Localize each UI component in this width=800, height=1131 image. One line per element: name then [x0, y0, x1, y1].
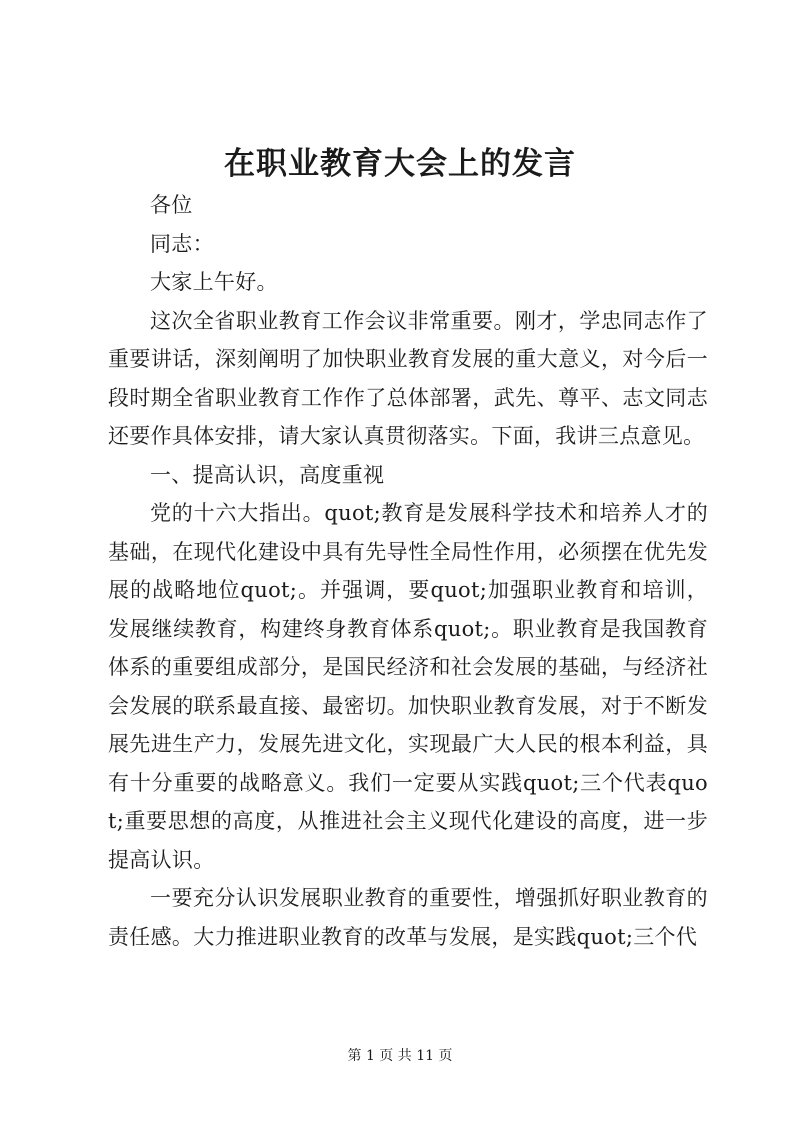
- body-paragraph: 一要充分认识发展职业教育的重要性，增强抓好职业教育的责任感。大力推进职业教育的改革与发展，是实践quot;三个代: [108, 886, 708, 949]
- salutation-line-2: 同志：: [150, 231, 214, 256]
- salutation-line-1: 各位: [150, 193, 193, 217]
- page-footer: 第 1 页 共 11 页: [347, 1048, 453, 1064]
- document-body: [108, 186, 708, 956]
- body-paragraph: 党的十六大指出。quot;教育是发展科学技术和培养人才的基础，在现代化建设中具有先导性全局性作用，必须摆在优先发展的战略地位quot;。并强调，要quot;加强职业教育和培训，发展继续教育，构建终身教育体系quot;。职业教育是我国教育体系的重要组成部分，是国民经济和社会发展的基础，与经济社会发展的联系最直接、最密切。加快职业教育发展，对于不断发展先进生产力，发展先进文化，实现最广大人民的根本利益，具有十分重要的战略意义。我们一定要从实践quot;三个代表quot;重要思想的高度，从推进社会主义现代化建设的高度，进一步提高认识。: [108, 501, 708, 872]
- section-heading-1: 一、提高认识，高度重视: [150, 462, 385, 487]
- document-title: 在职业教育大会上的发言: [224, 146, 576, 182]
- intro-paragraph: 这次全省职业教育工作会议非常重要。刚才，学忠同志作了重要讲话，深刻阐明了加快职业教育发展的重大意义，对今后一段时期全省职业教育工作作了总体部署，武先、尊平、志文同志还要作具体安排，请大家认真贯彻落实。下面，我讲三点意见。: [108, 308, 708, 448]
- greeting-paragraph: 大家上午好。: [150, 270, 278, 294]
